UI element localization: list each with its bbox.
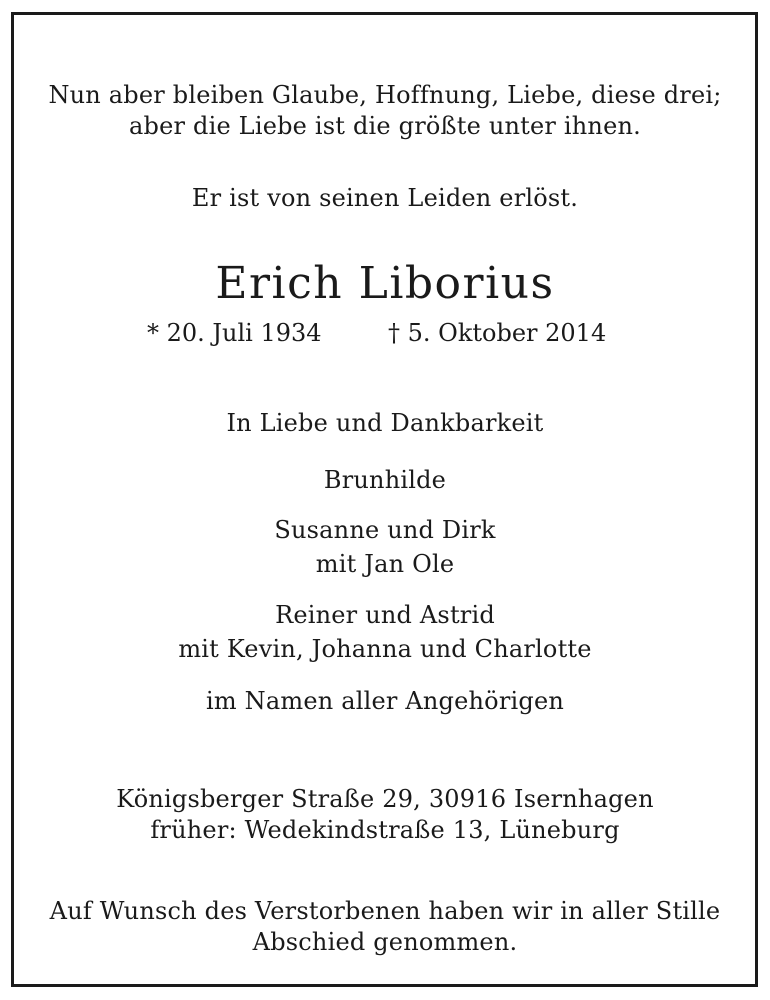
quote-line-1: Nun aber bleiben Glaube, Hoffnung, Liebe, diese drei; bbox=[48, 81, 722, 109]
released-text: Er ist von seinen Leiden erlöst. bbox=[191, 184, 579, 212]
gratitude-line: In Liebe und Dankbarkeit bbox=[226, 409, 544, 437]
closing-line-2: Abschied genommen. bbox=[252, 928, 518, 956]
address-former: früher: Wedekindstraße 13, Lüneburg bbox=[150, 816, 620, 844]
quote-line-2: aber die Liebe ist die größte unter ihnen. bbox=[129, 112, 641, 140]
mourner-family-1: Susanne und Dirk bbox=[274, 516, 496, 544]
address-current: Königsberger Straße 29, 30916 Isernhagen bbox=[116, 785, 654, 813]
death-date: † 5. Oktober 2014 bbox=[388, 319, 607, 347]
mourner-spouse: Brunhilde bbox=[323, 466, 447, 494]
deceased-name: Erich Liborius bbox=[215, 258, 555, 309]
birth-date: * 20. Juli 1934 bbox=[147, 319, 322, 347]
mourner-relatives: im Namen aller Angehörigen bbox=[205, 687, 565, 715]
mourner-family-2-children: mit Kevin, Johanna und Charlotte bbox=[178, 635, 592, 663]
mourner-family-1-children: mit Jan Ole bbox=[315, 550, 455, 578]
mourner-family-2: Reiner und Astrid bbox=[275, 601, 495, 629]
closing-line-1: Auf Wunsch des Verstorbenen haben wir in aller Stille bbox=[49, 897, 721, 925]
